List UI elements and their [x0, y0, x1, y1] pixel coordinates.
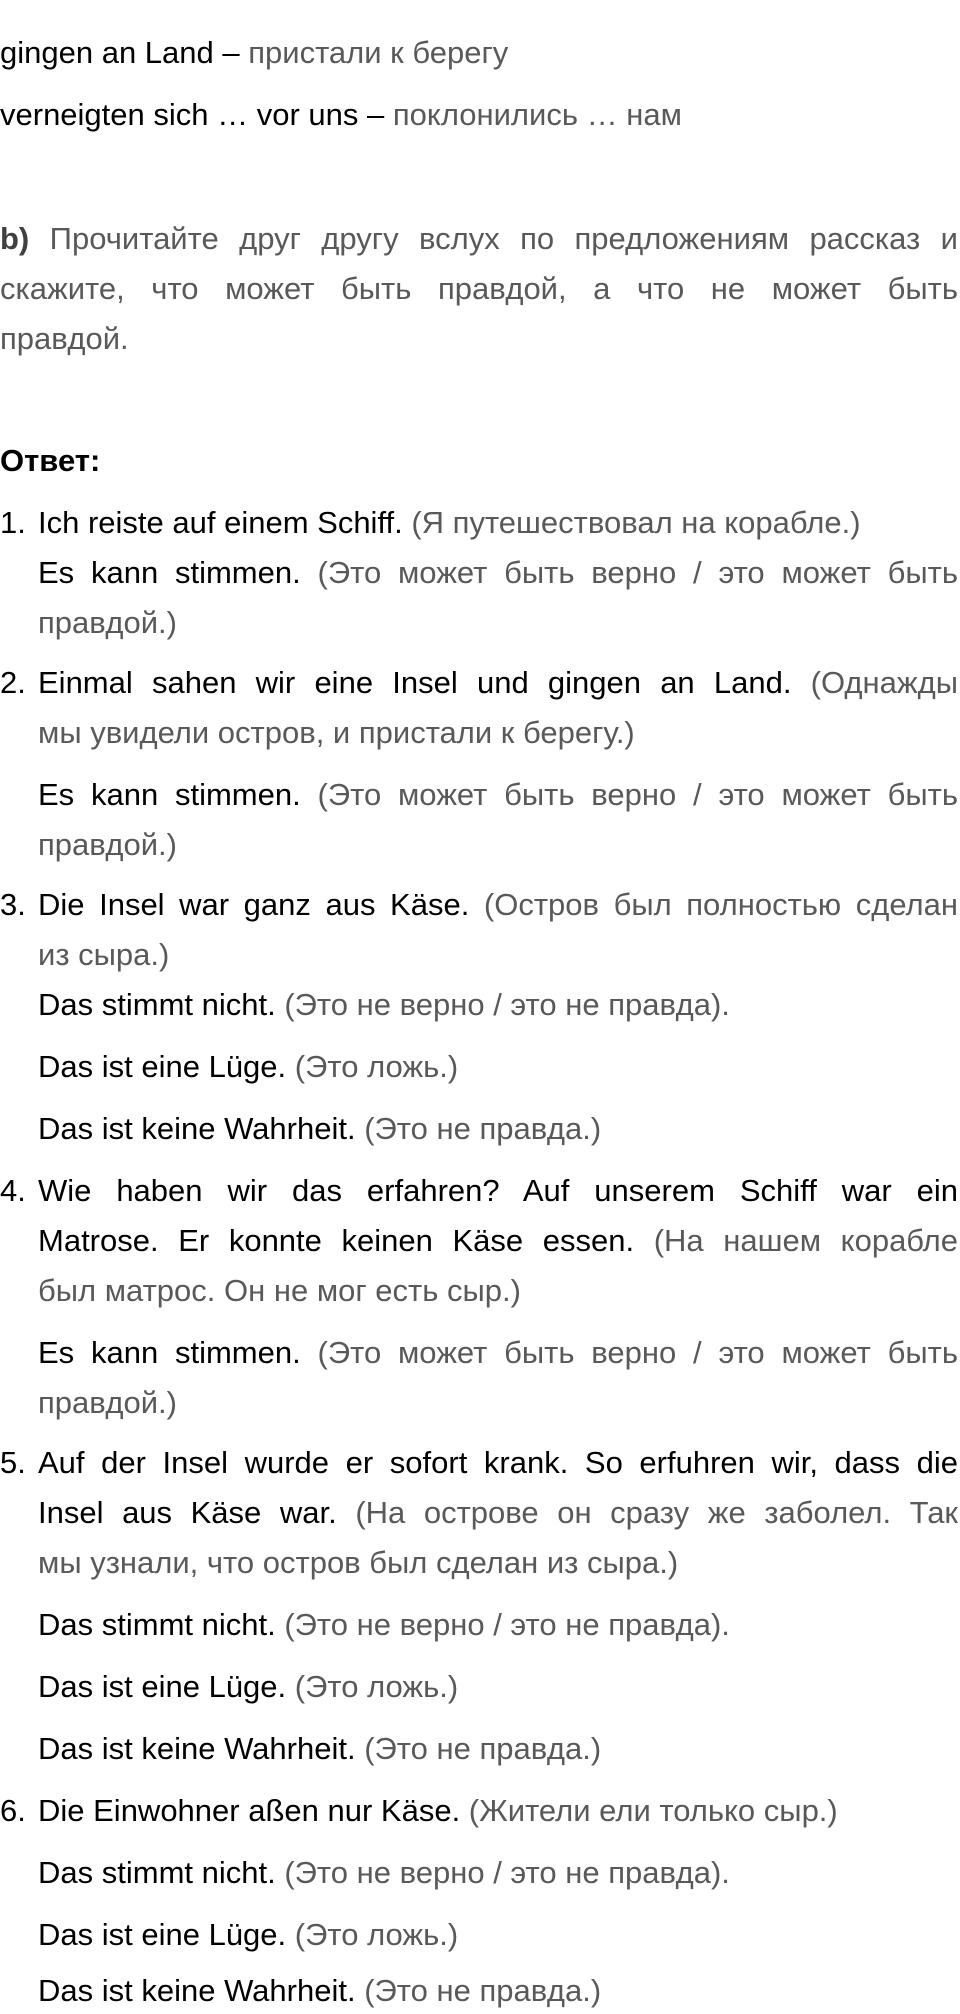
item-sentence: Matrose. Er konnte keinen Käse essen. [38, 1223, 635, 1258]
glossary-entry [0, 94, 958, 136]
glossary-translation: поклонились … нам [392, 97, 682, 132]
verdict-translation: (Это может быть верно / это может быть [300, 555, 958, 590]
verdict-translation: (Это ложь.) [286, 1917, 459, 1952]
item-sentence: Auf der Insel wurde er sofort krank. So erfuhren wir, dass die [38, 1445, 958, 1480]
item-verdict [38, 774, 958, 816]
item-verdict [38, 1970, 958, 2012]
verdict-text: Das stimmt nicht. [38, 1607, 276, 1642]
item-translation: (Однажды [791, 665, 958, 700]
list-item-3 [0, 884, 958, 926]
verdict-text: Das ist keine Wahrheit. [38, 1973, 356, 2008]
item-verdict [38, 1666, 958, 1708]
item-translation: (На нашем корабле [634, 1223, 958, 1258]
item-sentence: Wie haben wir das erfahren? Auf unserem Schiff war ein [38, 1173, 958, 1208]
item-verdict [38, 1046, 958, 1088]
item-translation-cont: из сыра.) [38, 937, 170, 972]
verdict-translation: (Это не верно / это не правда). [275, 987, 730, 1022]
item-translation-cont: правдой.) [38, 827, 177, 862]
verdict-text: Das stimmt nicht. [38, 1855, 276, 1890]
item-verdict [38, 984, 958, 1026]
verdict-translation: (Это не правда.) [355, 1731, 602, 1766]
item-number: 1. [0, 505, 26, 540]
item-translation-cont: правдой.) [38, 1385, 177, 1420]
glossary-dash: – [358, 97, 393, 132]
item-translation: (Жители ели только сыр.) [460, 1793, 838, 1828]
answer-label: Ответ: [0, 443, 101, 478]
item-verdict [38, 1604, 958, 1646]
verdict-text: Das stimmt nicht. [38, 987, 276, 1022]
item-sentence: Ich reiste auf einem Schiff. [38, 505, 403, 540]
item-number: 6. [0, 1793, 26, 1828]
item-sentence: Die Einwohner aßen nur Käse. [38, 1793, 461, 1828]
list-item-5 [0, 1442, 958, 1484]
task-b-line: правдой. [0, 321, 129, 356]
item-sentence: Insel aus Käse war. [38, 1495, 337, 1530]
item-number: 3. [0, 887, 26, 922]
item-verdict [38, 1852, 958, 1894]
verdict-translation: (Это не верно / это не правда). [275, 1855, 730, 1890]
task-b-text: Прочитайте друг другу вслух по предложениям рассказ и [29, 221, 958, 256]
verdict-text: Das ist eine Lüge. [38, 1049, 287, 1084]
verdict-translation: (Это не правда.) [355, 1111, 602, 1146]
list-item-2 [0, 662, 958, 704]
item-verdict [38, 1914, 958, 1956]
verdict-text: Es kann stimmen. [38, 777, 301, 812]
item-sentence: Einmal sahen wir eine Insel und gingen an Land. [38, 665, 792, 700]
task-b-label: b) [0, 221, 30, 256]
glossary-entry [0, 32, 958, 74]
item-verdict [38, 1108, 958, 1150]
item-number: 2. [0, 665, 26, 700]
verdict-translation: (Это ложь.) [286, 1049, 459, 1084]
verdict-translation: (Это ложь.) [286, 1669, 459, 1704]
verdict-text: Es kann stimmen. [38, 555, 301, 590]
glossary-dash: – [213, 35, 249, 70]
verdict-translation: (Это не правда.) [355, 1973, 602, 2008]
item-sentence-cont [38, 1492, 958, 1534]
list-item-4 [0, 1170, 958, 1212]
item-verdict [38, 1728, 958, 1770]
verdict-text: Das ist keine Wahrheit. [38, 1111, 356, 1146]
task-b-line: скажите, что может быть правдой, а что не может быть [0, 271, 958, 306]
item-translation: (На острове он сразу же заболел. Так [336, 1495, 958, 1530]
item-sentence: Die Insel war ganz aus Käse. [38, 887, 470, 922]
verdict-translation: (Это может быть верно / это может быть [300, 1335, 958, 1370]
item-translation: (Я путешествовал на корабле.) [402, 505, 861, 540]
item-translation-cont: мы увидели остров, и пристали к берегу.) [38, 715, 635, 750]
verdict-text: Das ist eine Lüge. [38, 1669, 287, 1704]
verdict-translation: (Это не верно / это не правда). [275, 1607, 730, 1642]
verdict-text: Das ist keine Wahrheit. [38, 1731, 356, 1766]
item-verdict [38, 552, 958, 594]
item-sentence-cont [38, 1220, 958, 1262]
item-translation-cont: мы узнали, что остров был сделан из сыра.) [38, 1545, 679, 1580]
verdict-text: Es kann stimmen. [38, 1335, 301, 1370]
glossary-term: gingen an Land [0, 35, 214, 70]
item-translation-cont: был матрос. Он не мог есть сыр.) [38, 1273, 521, 1308]
item-number: 5. [0, 1445, 26, 1480]
item-number: 4. [0, 1173, 26, 1208]
glossary-term: verneigten sich … vor uns [0, 97, 359, 132]
item-translation: (Остров был полностью сделан [469, 887, 958, 922]
item-verdict [38, 1332, 958, 1374]
glossary-translation: пристали к берегу [248, 35, 509, 70]
verdict-translation: (Это может быть верно / это может быть [300, 777, 958, 812]
item-translation-cont: правдой.) [38, 605, 177, 640]
task-b-line [0, 218, 958, 260]
verdict-text: Das ist eine Lüge. [38, 1917, 287, 1952]
